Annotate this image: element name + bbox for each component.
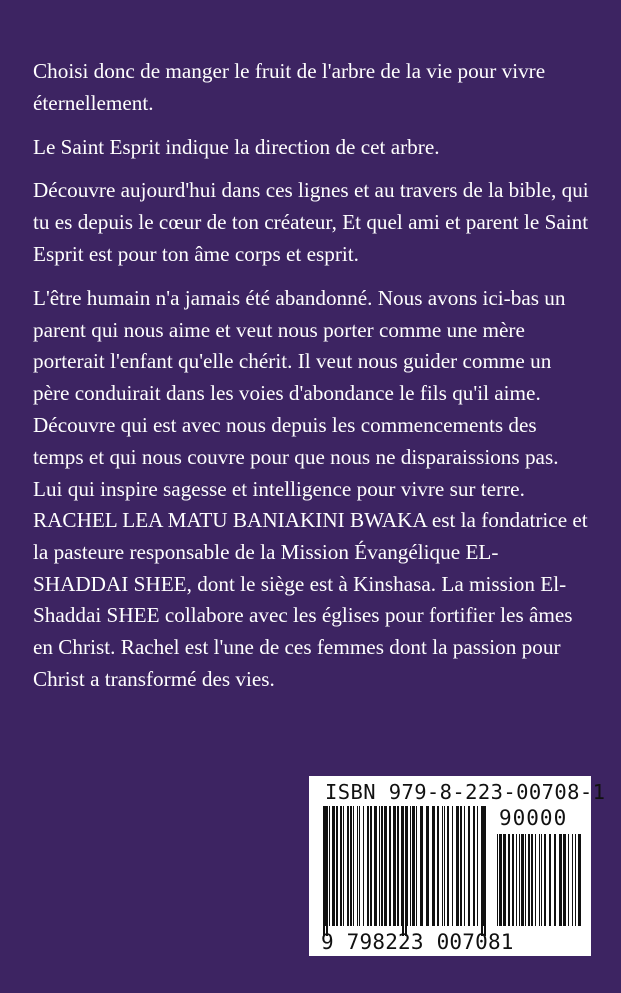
barcode-bar [412, 806, 415, 926]
barcode-bar [539, 834, 540, 926]
barcode-bar [531, 834, 533, 926]
barcode-bar [374, 806, 377, 926]
barcode-bar [559, 834, 562, 926]
barcode-bar [367, 806, 369, 926]
barcode-bar [460, 806, 462, 926]
intro-paragraph-3: Découvre aujourd'hui dans ces lignes et au travers de la bible, qui tu es depuis le cœur de ton créateur, Et quel ami et parent le Saint Esprit est pour ton âme corps et esprit. [33, 178, 589, 266]
barcode-bar [456, 806, 459, 926]
barcode-bar [363, 806, 364, 926]
barcode-guard-bar [481, 806, 483, 936]
barcode-bar [499, 834, 502, 926]
barcode-bar [389, 806, 391, 926]
barcode-bar [350, 806, 352, 926]
barcode-bar [347, 806, 349, 926]
barcode-bar [525, 834, 526, 926]
barcode-bar [452, 806, 453, 926]
barcode-bar [521, 834, 524, 926]
barcode-bar [468, 806, 470, 926]
barcode-guard-bar [484, 806, 486, 936]
barcode-bar [353, 806, 354, 926]
intro-paragraph-4: L'être humain n'a jamais été abandonné. Nous avons ici-bas un parent qui nous aime et veut nous porter comme une mère porterait l'enfant qu'elle chérit. Il veut nous guider comme un père conduirait dans les voies d'abondance le fils qu'il aime. Découvre qui est avec nous depuis les commencements des temps et qui nous couvre pour que nous ne disparaissions pas. Lui qui inspire sagesse et intelligence pour vivre sur terre. [33, 285, 566, 501]
intro-paragraph-2: Le Saint Esprit indique la direction de cet arbre. [33, 134, 440, 159]
barcode-bar [416, 806, 417, 926]
barcode-bar [563, 834, 566, 926]
barcode-bar [410, 806, 411, 926]
barcode-bar [393, 806, 396, 926]
barcode-bar [426, 806, 429, 926]
barcode-bar [575, 834, 576, 926]
barcode-bar [503, 834, 506, 926]
barcode-bar [343, 806, 344, 926]
barcode-bar [497, 834, 498, 926]
barcode-bar [420, 806, 423, 926]
barcode-bar [464, 806, 465, 926]
barcode-bar [384, 806, 387, 926]
barcode-bar [549, 834, 551, 926]
author-bio [33, 505, 589, 708]
author-bio-text: RACHEL LEA MATU BANIAKINI BWAKA est la fondatrice et la pasteure responsable de la Mission Évangélique EL-SHADDAI SHEE, dont le siège est à Kinshasa. La mission El-Shaddai SHEE collabore avec les églises pour fortifier les âmes en Christ. Rachel est l'une de ces femmes dont la passion pour Christ a transformé des vies. [33, 508, 588, 691]
barcode-digits: 9 798223 007081 [321, 930, 514, 954]
intro-text [33, 56, 589, 517]
barcode-bar [397, 806, 399, 926]
barcode-bar [541, 834, 542, 926]
barcode-bar [568, 834, 569, 926]
barcode-bar [512, 834, 514, 926]
barcode-bar [572, 834, 573, 926]
barcode-bar [444, 806, 445, 926]
isbn-barcode [309, 776, 606, 956]
barcode-bar [473, 806, 475, 926]
isbn-label: ISBN 979-8-223-00708-1 [325, 780, 606, 804]
barcode-bar [544, 834, 546, 926]
barcode-bar [370, 806, 372, 926]
barcode-bar [329, 806, 330, 926]
barcode-bar [332, 806, 335, 926]
barcode-bar [437, 806, 439, 926]
price-addon: 90000 [499, 806, 568, 830]
barcode-bar [447, 806, 449, 926]
barcode-bar [340, 806, 342, 926]
barcode-guard-bar [323, 806, 325, 936]
barcode-bar [516, 834, 517, 926]
barcode-bar [519, 834, 520, 926]
barcode-bar [442, 806, 443, 926]
barcode-guard-bar [326, 806, 328, 936]
barcode-bar [528, 834, 530, 926]
barcode-bar [535, 834, 536, 926]
barcode-bar [508, 834, 510, 926]
barcode-bar [554, 834, 556, 926]
barcode-bar [336, 806, 338, 926]
barcode-bar [432, 806, 435, 926]
barcode-bar [357, 806, 358, 926]
barcode-bar [359, 806, 360, 926]
barcode-guard-bar [402, 806, 404, 936]
barcode-bar [578, 834, 581, 926]
barcode-bar [379, 806, 380, 926]
intro-paragraph-1: Choisi donc de manger le fruit de l'arbre de la vie pour vivre éternellement. [33, 59, 546, 115]
barcode-bar [477, 806, 478, 926]
barcode-bar [381, 806, 383, 926]
barcode-guard-bar [405, 806, 407, 936]
